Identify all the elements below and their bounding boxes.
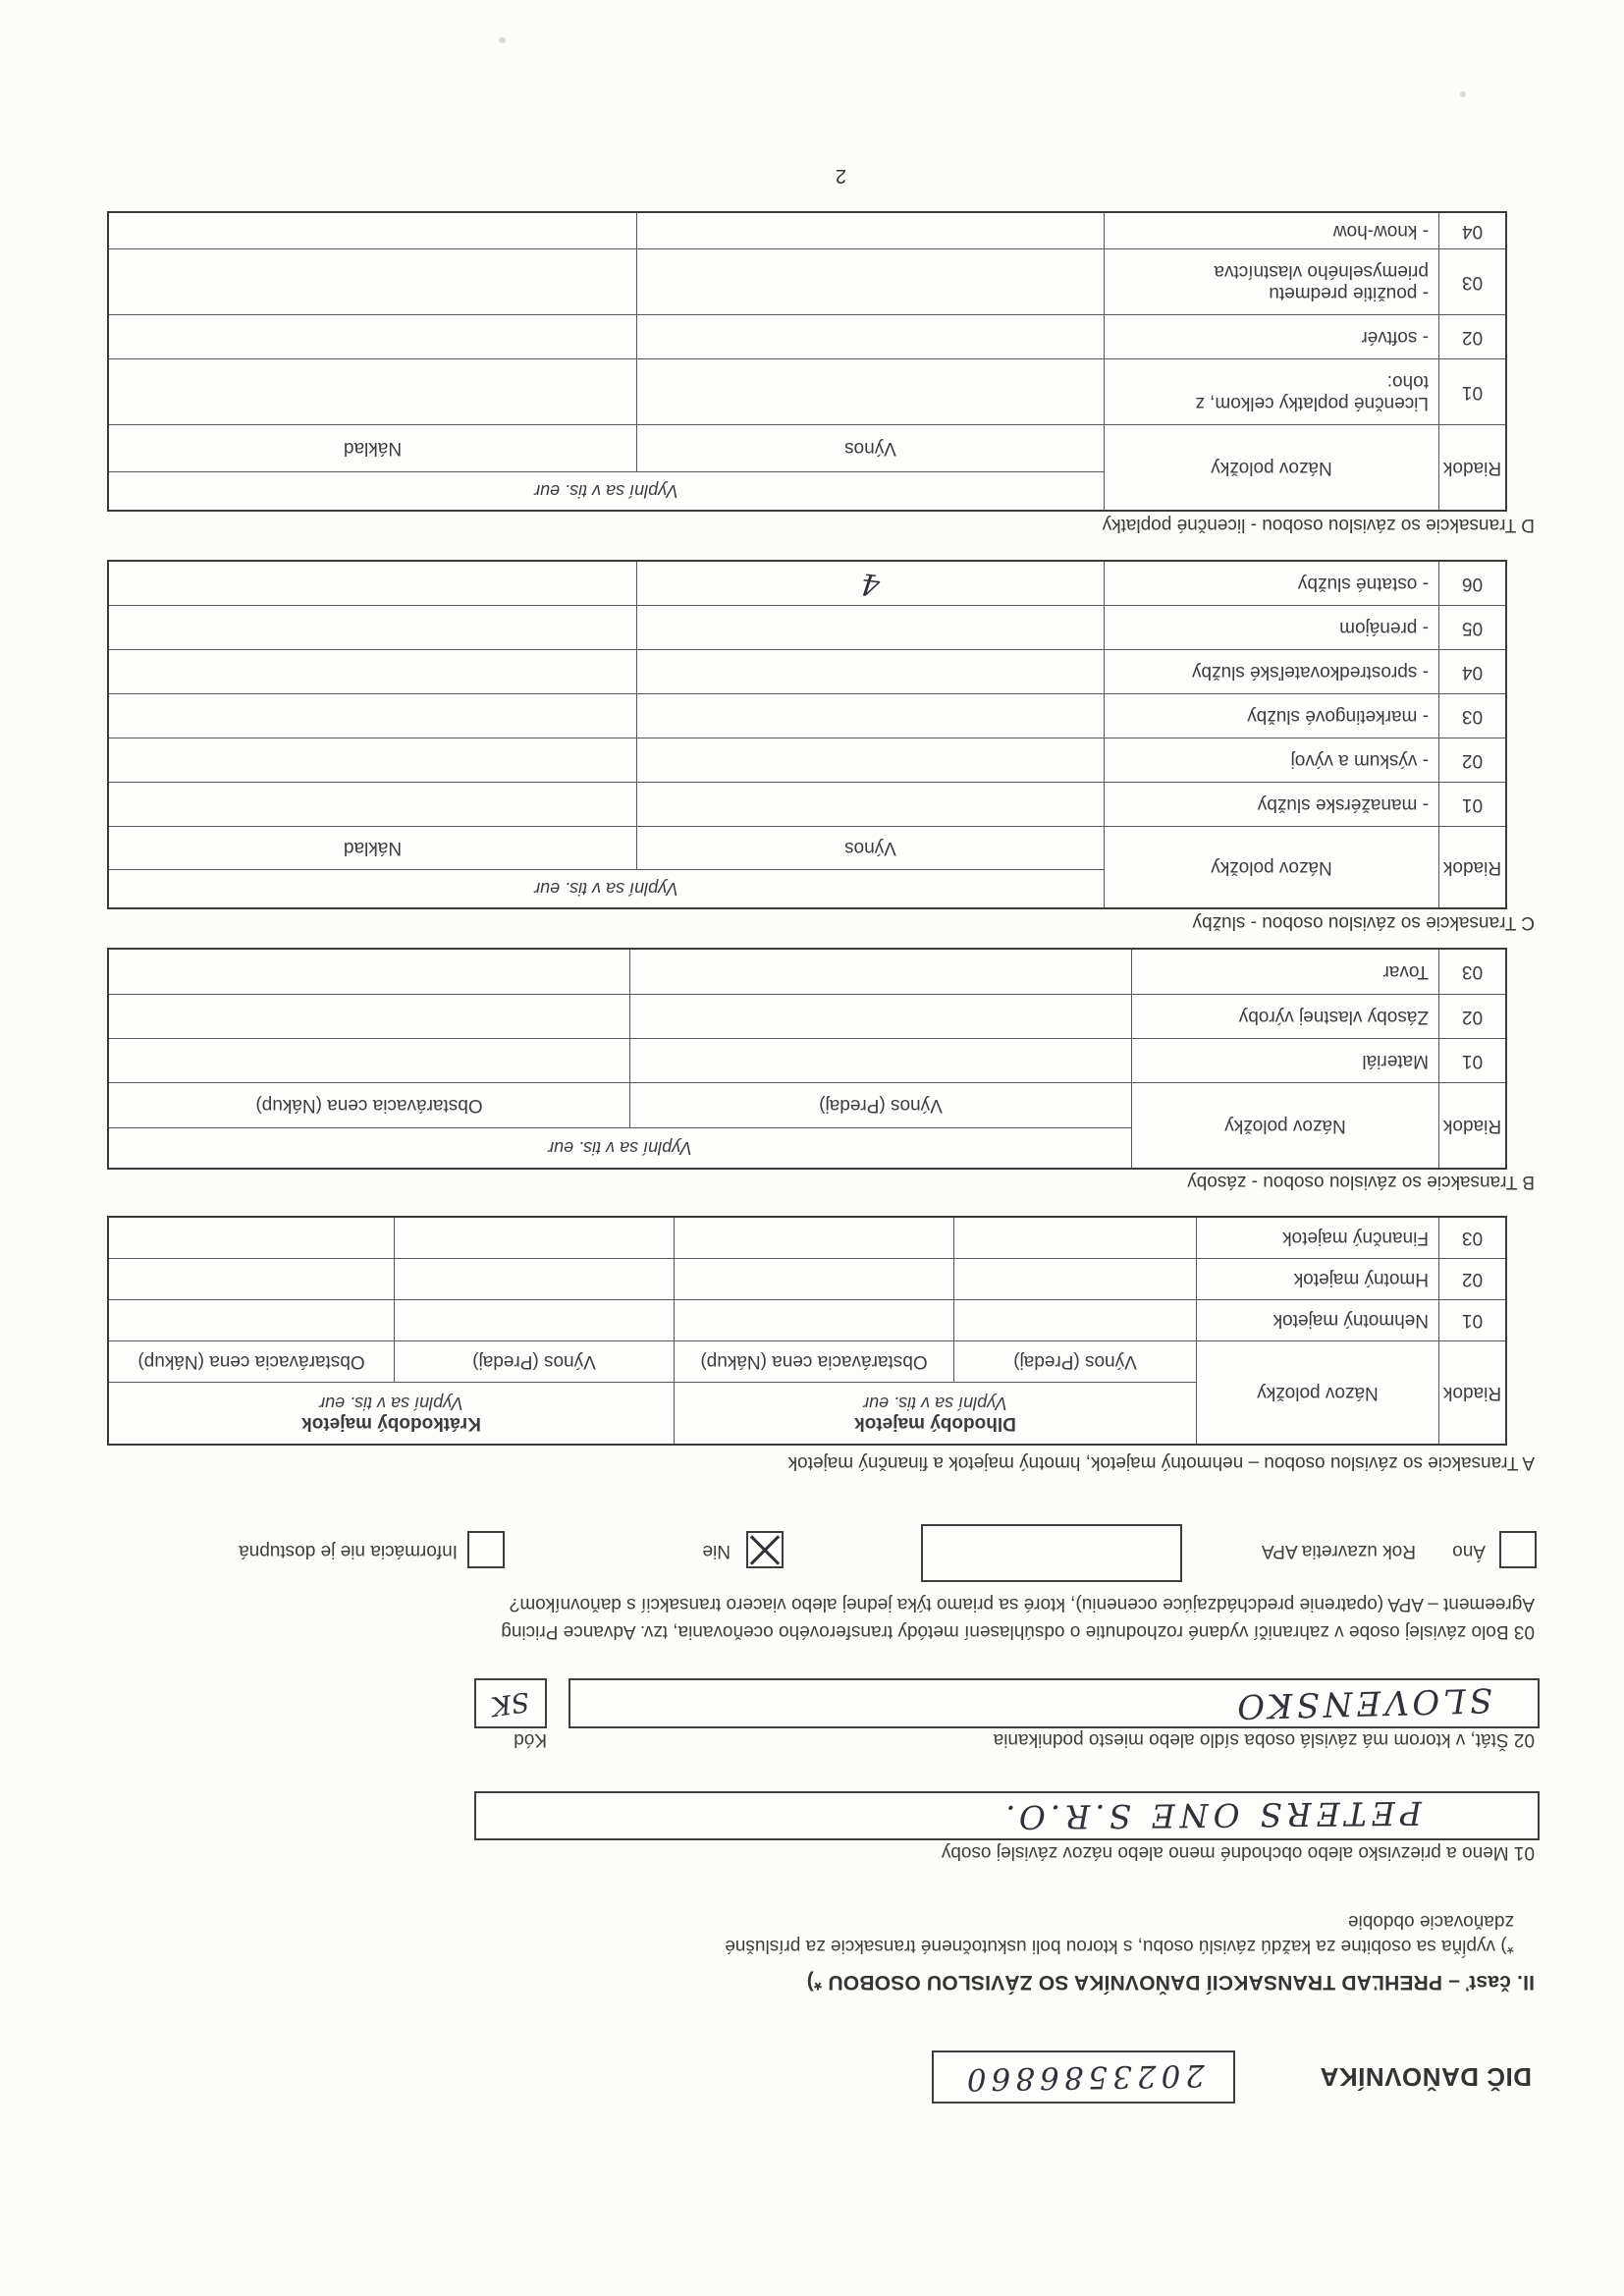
table-a-group1-title: Dlhodobý majetok bbox=[854, 1413, 1016, 1434]
field-01-label: 01 Meno a priezvisko alebo obchodné meno alebo názov závislej osoby bbox=[941, 1842, 1535, 1863]
table-row-num: 02 bbox=[1439, 995, 1505, 1039]
table-a-header-kratkodoby bbox=[109, 1383, 675, 1444]
table-a-cell[interactable] bbox=[109, 1300, 395, 1341]
table-row-name: Nehmotný majetok bbox=[1197, 1300, 1439, 1341]
field-02-handwriting: SLOVENSKO bbox=[1232, 1680, 1493, 1726]
scan-speck bbox=[499, 37, 506, 43]
table-c-cell[interactable] bbox=[109, 783, 637, 827]
table-d-col-vynos: Výnos bbox=[637, 425, 1105, 472]
table-row-num: 03 bbox=[1439, 694, 1505, 738]
table-a-cell[interactable] bbox=[675, 1300, 954, 1341]
table-a-cell[interactable] bbox=[109, 1218, 395, 1259]
table-a-group1-note: Vyplní sa v tis. eur bbox=[863, 1394, 1007, 1413]
footnote-line1: *) vypĺňa sa osobitne za každú závislú osobu, s ktorou boli uskutočnené transakcie za príslušné bbox=[725, 1936, 1514, 1956]
field-01-input[interactable] bbox=[474, 1791, 1540, 1840]
table-row-name: Licenčné poplatky celkom, z toho: bbox=[1105, 359, 1439, 425]
table-b-header-riadok: Riadok bbox=[1442, 1116, 1502, 1136]
table-row-num: 01 bbox=[1439, 359, 1505, 425]
field-02-label: 02 Štát, v ktorom má závislá osoba sídlo alebo miesto podnikania bbox=[993, 1729, 1535, 1750]
table-a-group2-title: Krátkodobý majetok bbox=[301, 1413, 481, 1434]
table-d-cell[interactable] bbox=[637, 213, 1105, 249]
field-03-line2: Agreement – APA (opatrenie predchádzajúce oceneniu), ktoré sa priamo týka jednej alebo viacero transakcií s daňovníkom? bbox=[509, 1594, 1535, 1614]
table-row-num: 01 bbox=[1439, 783, 1505, 827]
table-row-name: - marketingové služby bbox=[1105, 694, 1439, 738]
table-b-header-nazov: Názov položky bbox=[1132, 1083, 1439, 1168]
table-a-col-obstaravacia-d: Obstarávacia cena (Nákup) bbox=[675, 1341, 954, 1383]
table-c-col-vynos: Výnos bbox=[637, 827, 1105, 870]
table-a-col-vynos-d: Výnos (Predaj) bbox=[954, 1341, 1197, 1383]
table-row-name: Materiál bbox=[1132, 1039, 1439, 1083]
table-c-header-nazov: Názov položky bbox=[1105, 827, 1439, 907]
table-c-cell[interactable] bbox=[637, 606, 1105, 650]
table-b-cell[interactable] bbox=[109, 1039, 630, 1083]
table-row-name: - know-how bbox=[1105, 213, 1439, 249]
table-a bbox=[107, 1216, 1507, 1446]
table-b-cell[interactable] bbox=[630, 1039, 1132, 1083]
table-b-cell[interactable] bbox=[630, 950, 1132, 995]
table-a-cell[interactable] bbox=[954, 1300, 1197, 1341]
table-c-title: C Transakcie so závislou osobou - služby bbox=[1192, 912, 1535, 933]
table-row-num: 03 bbox=[1439, 1218, 1505, 1259]
table-b-cell[interactable] bbox=[109, 950, 630, 995]
table-row-num: 03 bbox=[1439, 950, 1505, 995]
table-d bbox=[107, 211, 1507, 512]
table-row-name: - použitie predmetu priemyselného vlastníctva bbox=[1105, 249, 1439, 315]
dic-value-field[interactable] bbox=[932, 2050, 1235, 2104]
table-row-name: Tovar bbox=[1132, 950, 1439, 995]
table-row-num: 02 bbox=[1439, 1259, 1505, 1300]
table-d-cell[interactable] bbox=[637, 315, 1105, 359]
table-c-header-riadok: Riadok bbox=[1442, 857, 1502, 878]
table-row-name: - ostatné služby bbox=[1105, 562, 1439, 606]
table-c-cell[interactable] bbox=[109, 650, 637, 694]
table-d-fill-note: Vyplní sa v tis. eur bbox=[109, 472, 1105, 510]
table-a-cell[interactable] bbox=[395, 1218, 675, 1259]
table-c-cell[interactable] bbox=[109, 738, 637, 783]
table-a-cell[interactable] bbox=[395, 1259, 675, 1300]
nie-checkbox[interactable] bbox=[746, 1531, 784, 1568]
table-d-cell[interactable] bbox=[637, 359, 1105, 425]
table-c-cell[interactable] bbox=[109, 562, 637, 606]
table-a-header-dlhodoby bbox=[675, 1383, 1197, 1444]
table-b-cell[interactable] bbox=[630, 995, 1132, 1039]
table-a-group2-note: Vyplní sa v tis. eur bbox=[319, 1394, 463, 1413]
table-a-cell[interactable] bbox=[954, 1259, 1197, 1300]
informacia-checkbox[interactable] bbox=[467, 1531, 505, 1568]
kod-handwriting: SK bbox=[489, 1685, 532, 1722]
section-title: II. časť – PREHĽAD TRANSAKCIÍ DAŇOVNÍKA SO ZÁVISLOU OSOBOU *) bbox=[806, 1971, 1535, 1994]
table-c-col-naklad: Náklad bbox=[109, 827, 637, 870]
table-row-name: - manažérske služby bbox=[1105, 783, 1439, 827]
field-01-handwriting: PETERS ONE S.R.O. bbox=[1001, 1794, 1423, 1837]
table-a-cell[interactable] bbox=[675, 1259, 954, 1300]
informacia-label: Informácia nie je dostupná bbox=[239, 1541, 458, 1561]
dic-value-handwriting: 2023586860 bbox=[961, 2056, 1206, 2098]
table-row-num: 03 bbox=[1439, 249, 1505, 315]
table-b-cell[interactable] bbox=[109, 995, 630, 1039]
table-a-col-obstaravacia-k: Obstarávacia cena (Nákup) bbox=[109, 1341, 395, 1383]
rok-uzavretia-apa-label: Rok uzavretia APA bbox=[1261, 1541, 1416, 1561]
handwritten-4: 4 bbox=[858, 565, 883, 603]
table-d-col-naklad: Náklad bbox=[109, 425, 637, 472]
table-row-name: Hmotný majetok bbox=[1197, 1259, 1439, 1300]
kod-label: Kód bbox=[514, 1729, 547, 1750]
table-row-name: - prenájom bbox=[1105, 606, 1439, 650]
table-row-num: 04 bbox=[1439, 213, 1505, 249]
table-row-num: 06 bbox=[1439, 562, 1505, 606]
table-row-name: - sprostredkovateľské služby bbox=[1105, 650, 1439, 694]
footnote-line2: zdaňovacie obdobie bbox=[1347, 1911, 1514, 1932]
table-c-cell[interactable] bbox=[109, 606, 637, 650]
table-d-cell[interactable] bbox=[109, 249, 637, 315]
table-c-fill-note: Vyplní sa v tis. eur bbox=[109, 870, 1105, 907]
table-row-num: 02 bbox=[1439, 315, 1505, 359]
kod-input[interactable] bbox=[474, 1678, 547, 1728]
table-b-title: B Transakcie so závislou osobou - zásoby bbox=[1187, 1172, 1535, 1192]
table-d-header-nazov: Názov položky bbox=[1105, 425, 1439, 510]
table-d-cell[interactable] bbox=[109, 213, 637, 249]
table-b bbox=[107, 948, 1507, 1170]
table-c-cell[interactable] bbox=[637, 738, 1105, 783]
table-d-cell[interactable] bbox=[109, 315, 637, 359]
table-a-col-vynos-k: Výnos (Predaj) bbox=[395, 1341, 675, 1383]
table-c-cell[interactable] bbox=[637, 694, 1105, 738]
field-03-line1: 03 Bolo závislej osobe v zahraničí vydané rozhodnutie o odsúhlasení metódy transferového oceňovania, tzv. Advance Pricing bbox=[501, 1621, 1535, 1642]
table-row-num: 05 bbox=[1439, 606, 1505, 650]
table-row-num: 02 bbox=[1439, 738, 1505, 783]
table-a-cell[interactable] bbox=[954, 1218, 1197, 1259]
table-a-header-riadok: Riadok bbox=[1442, 1383, 1502, 1403]
table-a-cell[interactable] bbox=[109, 1259, 395, 1300]
table-row-num: 04 bbox=[1439, 650, 1505, 694]
table-d-title: D Transakcie so závislou osobou - licenčné poplatky bbox=[1102, 515, 1535, 535]
nie-label: Nie bbox=[702, 1541, 731, 1561]
table-b-col-naklad: Obstarávacia cena (Nákup) bbox=[109, 1083, 630, 1128]
page-number: 2 bbox=[835, 165, 846, 187]
table-row-name: Finančný majetok bbox=[1197, 1218, 1439, 1259]
ano-checkbox[interactable] bbox=[1499, 1531, 1537, 1568]
table-row-name: - výskum a vývoj bbox=[1105, 738, 1439, 783]
table-a-header-nazov: Názov položky bbox=[1197, 1341, 1439, 1444]
scan-speck bbox=[1460, 91, 1466, 97]
table-a-cell[interactable] bbox=[675, 1218, 954, 1259]
table-row-name: - softvér bbox=[1105, 315, 1439, 359]
table-row-num: 01 bbox=[1439, 1300, 1505, 1341]
table-d-cell[interactable] bbox=[637, 249, 1105, 315]
field-02-input[interactable] bbox=[568, 1678, 1540, 1728]
table-a-cell[interactable] bbox=[395, 1300, 675, 1341]
table-row-num: 01 bbox=[1439, 1039, 1505, 1083]
table-c-cell[interactable] bbox=[637, 783, 1105, 827]
table-b-col-vynos: Výnos (Predaj) bbox=[630, 1083, 1132, 1128]
table-c-cell[interactable] bbox=[637, 650, 1105, 694]
rok-uzavretia-apa-input[interactable] bbox=[921, 1524, 1182, 1582]
table-d-header-riadok: Riadok bbox=[1442, 458, 1502, 478]
table-c bbox=[107, 560, 1507, 909]
ano-label: Áno bbox=[1452, 1541, 1486, 1561]
table-row-name: Zásoby vlastnej výroby bbox=[1132, 995, 1439, 1039]
table-b-fill-note: Vyplní sa v tis. eur bbox=[109, 1128, 1132, 1168]
table-c-cell[interactable] bbox=[109, 694, 637, 738]
table-d-cell[interactable] bbox=[109, 359, 637, 425]
table-c-cell-ostatne-vynos[interactable] bbox=[637, 562, 1105, 606]
table-a-title: A Transakcie so závislou osobou – nehmotný majetok, hmotný majetok a finančný majetok bbox=[787, 1452, 1535, 1473]
dic-label: DIČ DAŇOVNÍKA bbox=[1320, 2062, 1532, 2092]
